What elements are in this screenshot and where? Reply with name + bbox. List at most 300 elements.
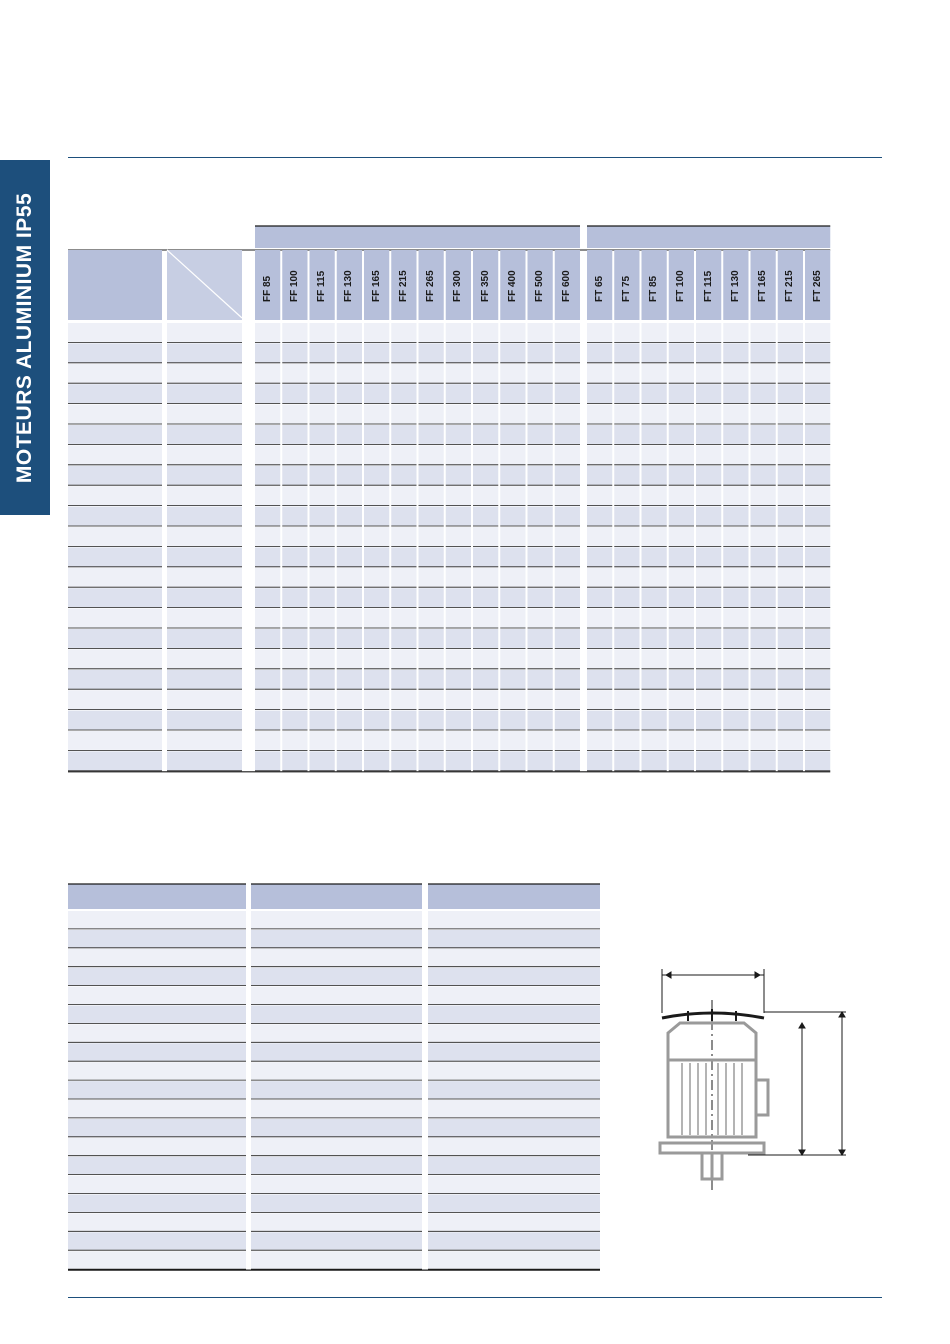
table-cell [473,323,498,342]
table-cell [555,588,580,607]
table-cell [473,547,498,566]
table-cell [251,1006,422,1023]
table-cell [446,527,471,546]
table-cell [428,1138,600,1155]
table-cell [255,568,280,587]
table-cell [778,323,803,342]
table-cell [642,425,667,444]
table-cell [337,405,362,424]
table-cell [68,486,162,505]
table-cell [251,1081,422,1098]
table-cell [282,588,307,607]
table-cell [428,1251,600,1268]
table-cell [778,711,803,730]
table-cell [528,670,553,689]
table-cell [310,466,335,485]
table-cell [696,527,721,546]
table-cell [251,1232,422,1249]
table-cell [473,384,498,403]
table-cell [587,507,612,526]
table-cell [391,690,416,709]
column-label: FF 300 [452,270,464,302]
table-cell [642,629,667,648]
table-cell [614,568,639,587]
column-header [251,884,422,909]
table-cell [391,588,416,607]
table-cell [310,670,335,689]
table-cell [642,711,667,730]
column-label: FF 130 [343,270,355,302]
table-cell [337,445,362,464]
table-cell [805,364,830,383]
column-label: FT 75 [620,275,632,302]
table-cell [723,609,748,628]
table-cell [751,343,776,362]
table-cell [587,425,612,444]
table-cell [391,343,416,362]
column-label: FT 65 [593,275,605,302]
table-cell [614,649,639,668]
table-cell [723,547,748,566]
table-cell [642,527,667,546]
table-cell [68,670,162,689]
table-cell [419,527,444,546]
table-cell [251,1176,422,1193]
table-cell [723,466,748,485]
table-cell [68,547,162,566]
table-cell [751,323,776,342]
table-cell [528,690,553,709]
table-cell [68,987,246,1004]
table-cell [255,384,280,403]
table-cell [669,466,694,485]
table-cell [68,751,162,770]
table-cell [68,466,162,485]
table-cell [364,486,389,505]
table-cell [587,364,612,383]
table-cell [255,629,280,648]
table-cell [255,649,280,668]
table-cell [428,911,600,928]
table-cell [669,751,694,770]
table-cell [751,629,776,648]
table-cell [428,1195,600,1212]
table-cell [282,405,307,424]
table-cell [528,609,553,628]
table-cell [68,731,162,750]
table-cell [778,568,803,587]
table-cell [391,323,416,342]
table-cell [167,507,242,526]
table-cell [282,649,307,668]
table-cell [805,507,830,526]
table-cell [723,425,748,444]
table-cell [255,343,280,362]
table-cell [428,1157,600,1174]
column-header [428,884,600,909]
table-cell [282,323,307,342]
table-cell [751,364,776,383]
table-cell [696,547,721,566]
table-cell [723,751,748,770]
table-cell [255,364,280,383]
table-cell [778,547,803,566]
table-cell [446,486,471,505]
table-cell [723,731,748,750]
table-cell [751,751,776,770]
table-cell [614,711,639,730]
column-header [68,250,162,320]
table-cell [428,1232,600,1249]
table-cell [696,751,721,770]
table-cell [68,949,246,966]
table-cell [282,343,307,362]
table-cell [419,445,444,464]
table-cell [614,384,639,403]
table-cell [696,323,721,342]
table-cell [310,343,335,362]
table-cell [696,445,721,464]
table-cell [364,609,389,628]
table-cell [391,507,416,526]
column-label: FF 600 [561,270,573,302]
table-cell [446,731,471,750]
table-cell [167,568,242,587]
table-cell [500,405,525,424]
table-cell [446,649,471,668]
table-cell [310,609,335,628]
table-cell [364,445,389,464]
table-cell [778,751,803,770]
table-cell [337,323,362,342]
table-cell [614,364,639,383]
table-cell [364,466,389,485]
table-cell [778,364,803,383]
table-cell [167,609,242,628]
table-cell [310,731,335,750]
table-cell [528,711,553,730]
table-cell [614,588,639,607]
table-cell [751,690,776,709]
table-cell [751,486,776,505]
table-cell [723,445,748,464]
table-cell [778,445,803,464]
table-cell [696,425,721,444]
table-cell [255,690,280,709]
table-cell [255,670,280,689]
table-cell [68,568,162,587]
table-cell [428,1062,600,1079]
table-cell [778,507,803,526]
table-cell [310,588,335,607]
table-cell [310,425,335,444]
table-cell [251,1100,422,1117]
table-cell [282,486,307,505]
table-cell [310,384,335,403]
table-cell [696,670,721,689]
table-cell [364,405,389,424]
table-cell [723,405,748,424]
table-cell [167,445,242,464]
table-cell [696,568,721,587]
table-cell [587,323,612,342]
table-cell [555,629,580,648]
table-cell [473,466,498,485]
table-cell [500,609,525,628]
table-cell [68,1100,246,1117]
table-cell [251,987,422,1004]
table-cell [805,343,830,362]
table-cell [255,405,280,424]
table-cell [419,364,444,383]
table-cell [473,527,498,546]
table-cell [310,527,335,546]
table-cell [255,751,280,770]
table-cell [428,1024,600,1041]
dimension-table [0,880,610,1280]
table-cell [669,629,694,648]
table-cell [337,466,362,485]
column-label: FT 215 [784,270,796,302]
table-cell [751,445,776,464]
table-cell [251,1213,422,1230]
table-cell [587,384,612,403]
table-cell [642,343,667,362]
column-label: FT 265 [811,270,823,302]
table-cell [364,629,389,648]
table-cell [500,751,525,770]
table-cell [68,507,162,526]
table-cell [391,731,416,750]
table-cell [528,629,553,648]
table-cell [282,670,307,689]
table-cell [255,588,280,607]
table-cell [364,364,389,383]
table-cell [751,711,776,730]
table-cell [587,547,612,566]
table-cell [473,507,498,526]
table-cell [614,629,639,648]
table-cell [805,588,830,607]
table-cell [473,711,498,730]
table-cell [500,711,525,730]
table-cell [669,670,694,689]
table-cell [587,466,612,485]
table-cell [587,486,612,505]
table-cell [500,527,525,546]
column-label: FF 215 [397,270,409,302]
table-cell [428,1043,600,1060]
table-cell [428,1213,600,1230]
table-cell [614,731,639,750]
table-cell [500,364,525,383]
table-cell [167,364,242,383]
table-cell [805,731,830,750]
table-cell [167,323,242,342]
table-cell [751,588,776,607]
table-cell [555,609,580,628]
table-cell [282,568,307,587]
table-cell [337,690,362,709]
table-cell [310,690,335,709]
table-cell [696,649,721,668]
table-cell [528,486,553,505]
table-cell [68,1195,246,1212]
table-cell [587,629,612,648]
table-cell [68,588,162,607]
table-cell [723,507,748,526]
table-cell [723,649,748,668]
table-cell [255,507,280,526]
table-cell [255,547,280,566]
table-cell [805,629,830,648]
table-cell [614,527,639,546]
table-cell [555,731,580,750]
table-cell [642,547,667,566]
table-cell [614,690,639,709]
table-cell [528,568,553,587]
table-cell [723,711,748,730]
table-cell [337,649,362,668]
table-cell [364,731,389,750]
table-cell [751,547,776,566]
table-cell [587,568,612,587]
table-cell [428,1119,600,1136]
table-cell [528,405,553,424]
table-cell [391,751,416,770]
table-cell [391,609,416,628]
table-cell [614,405,639,424]
table-cell [614,425,639,444]
table-cell [805,445,830,464]
table-cell [555,649,580,668]
table-cell [587,690,612,709]
table-cell [669,425,694,444]
table-cell [282,609,307,628]
column-label: FF 85 [261,275,273,302]
table-cell [696,731,721,750]
table-cell [751,466,776,485]
table-cell [723,588,748,607]
table-cell [255,609,280,628]
table-cell [428,987,600,1004]
table-cell [391,649,416,668]
table-cell [419,425,444,444]
table-cell [642,588,667,607]
table-cell [364,323,389,342]
column-label: FF 500 [534,270,546,302]
table-cell [364,547,389,566]
table-cell [642,649,667,668]
table-cell [642,731,667,750]
table-cell [419,486,444,505]
table-cell [528,343,553,362]
table-cell [723,364,748,383]
table-cell [167,547,242,566]
table-cell [446,507,471,526]
table-cell [391,364,416,383]
table-cell [337,751,362,770]
table-cell [391,384,416,403]
table-cell [723,527,748,546]
table-cell [282,547,307,566]
table-cell [419,629,444,648]
table-cell [555,711,580,730]
table-cell [473,405,498,424]
table-cell [68,911,246,928]
table-cell [167,384,242,403]
table-cell [310,364,335,383]
table-cell [500,445,525,464]
table-cell [587,711,612,730]
table-cell [68,323,162,342]
table-cell [337,547,362,566]
table-cell [364,527,389,546]
table-cell [282,527,307,546]
table-cell [669,568,694,587]
table-cell [587,588,612,607]
table-cell [473,588,498,607]
table-cell [68,609,162,628]
table-cell [428,1006,600,1023]
table-cell [500,343,525,362]
table-cell [555,527,580,546]
table-cell [251,1062,422,1079]
table-cell [642,751,667,770]
table-cell [310,486,335,505]
table-cell [696,690,721,709]
table-cell [167,629,242,648]
table-cell [391,629,416,648]
table-cell [669,547,694,566]
table-cell [555,507,580,526]
table-cell [337,711,362,730]
ft-group-header [587,226,830,248]
table-cell [500,568,525,587]
table-cell [364,568,389,587]
table-cell [167,343,242,362]
table-cell [528,323,553,342]
table-cell [167,405,242,424]
table-cell [642,384,667,403]
table-cell [805,323,830,342]
table-cell [587,609,612,628]
table-cell [364,425,389,444]
table-cell [669,649,694,668]
table-cell [528,588,553,607]
table-cell [68,1119,246,1136]
table-cell [282,751,307,770]
table-cell [68,649,162,668]
table-cell [68,343,162,362]
table-cell [642,323,667,342]
table-cell [778,629,803,648]
table-cell [68,690,162,709]
table-cell [251,949,422,966]
table-cell [282,466,307,485]
table-cell [68,527,162,546]
table-cell [364,711,389,730]
column-label: FT 130 [729,270,741,302]
table-cell [68,1081,246,1098]
table-cell [723,486,748,505]
table-cell [669,384,694,403]
table-cell [642,405,667,424]
table-cell [364,384,389,403]
table-cell [669,690,694,709]
table-cell [642,445,667,464]
table-cell [500,690,525,709]
